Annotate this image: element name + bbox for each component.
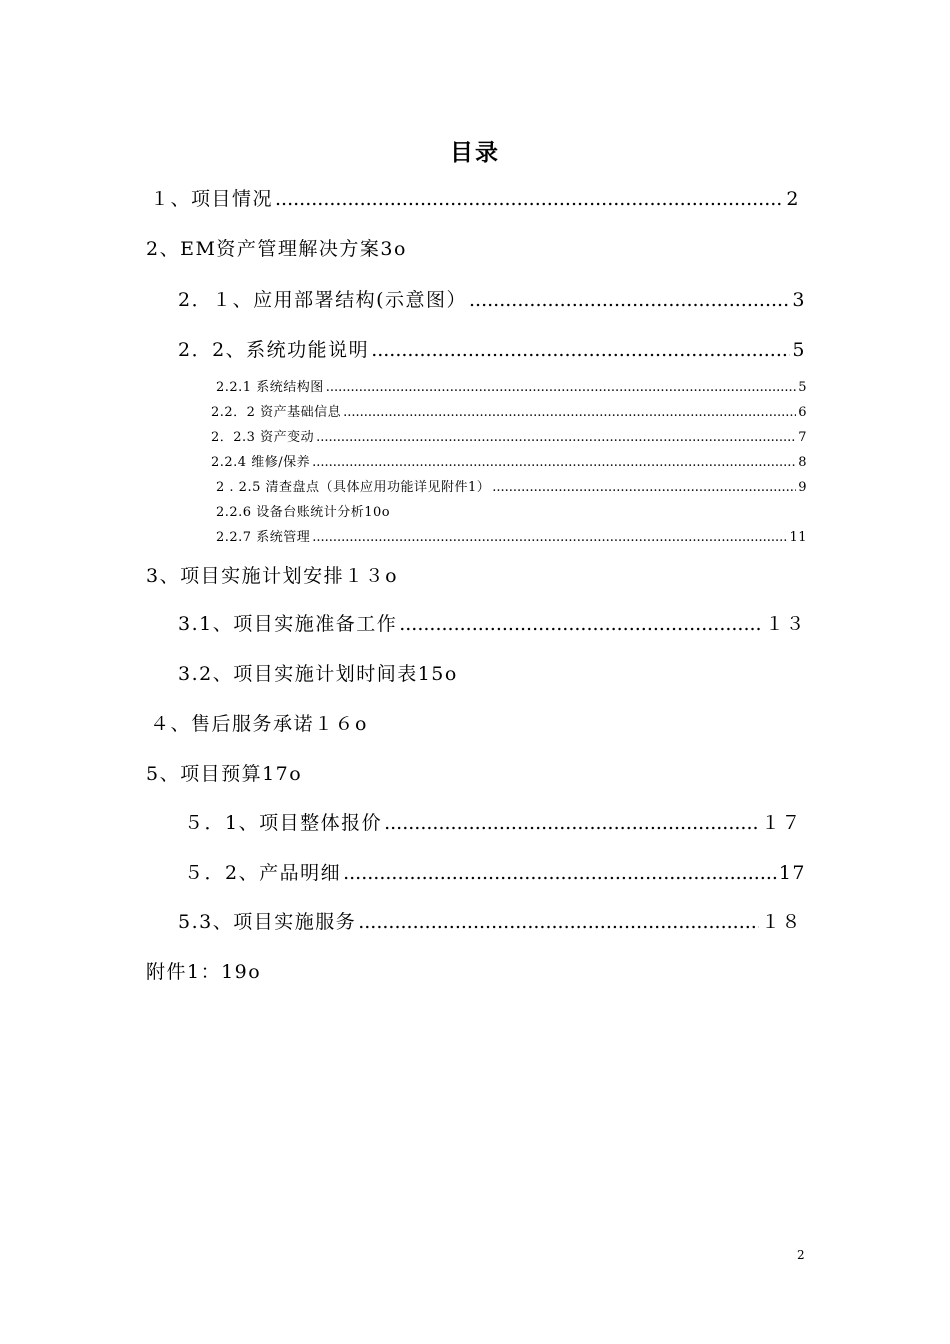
toc-title: 目录: [450, 140, 500, 166]
toc-entry-label: ４、售后服务承诺１６o: [150, 713, 368, 735]
toc-entry-label: 2.2．2 资产基础信息: [211, 405, 342, 420]
toc-entry-page: 3: [792, 289, 806, 311]
toc-entry[interactable]: [216, 501, 390, 520]
toc-entry-label: ５．2、产品明细: [184, 862, 342, 884]
leader-dots: [326, 380, 797, 395]
toc-entry[interactable]: [146, 561, 398, 588]
leader-dots: [358, 911, 759, 933]
toc-entry-label: 2.2.4 维修/保养: [211, 455, 311, 470]
leader-dots: [343, 405, 796, 420]
toc-entry-label: 2．１、应用部署结构(示意图）: [178, 289, 468, 311]
toc-entry[interactable]: [211, 426, 807, 445]
toc-entry[interactable]: [178, 285, 806, 312]
toc-entry-page: 5: [792, 339, 806, 361]
toc-entry[interactable]: [216, 376, 807, 395]
toc-entry[interactable]: [146, 759, 302, 786]
toc-entry-label: 5.3、项目实施服务: [178, 911, 357, 933]
toc-entry[interactable]: [150, 184, 800, 211]
toc-entry[interactable]: [216, 526, 807, 545]
toc-entry[interactable]: [150, 709, 368, 736]
toc-entry-page: 11: [789, 530, 807, 545]
toc-entry-label: 5、项目预算17o: [146, 763, 303, 785]
toc-entry-label: ５．1、项目整体报价: [184, 812, 383, 834]
toc-entry-label: 附件1：19o: [146, 961, 262, 983]
toc-entry-label: 2、EM资产管理解决方案3o: [146, 238, 407, 260]
leader-dots: [343, 862, 777, 884]
toc-entry-page: １３: [764, 613, 806, 635]
toc-entry-label: １、项目情况: [150, 188, 274, 210]
leader-dots: [399, 613, 763, 635]
toc-entry-page: 17: [778, 862, 806, 884]
toc-entry-label: 2．2、系统功能说明: [178, 339, 370, 361]
toc-entry-label: 3.2、项目实施计划时间表15o: [178, 663, 458, 685]
toc-entry-page: 2: [786, 188, 800, 210]
toc-entry[interactable]: [216, 476, 807, 495]
toc-entry[interactable]: [178, 907, 802, 934]
toc-entry-label: 2.2.7 系统管理: [216, 530, 311, 545]
toc-entry[interactable]: [178, 659, 458, 686]
toc-entry[interactable]: [146, 957, 261, 984]
toc-entry[interactable]: [211, 451, 807, 470]
toc-entry-label: 2 . 2.5 清查盘点（具体应用功能详见附件1）: [216, 480, 491, 495]
toc-entry-page: 5: [798, 380, 807, 395]
leader-dots: [316, 430, 796, 445]
toc-entry-page: 6: [798, 405, 807, 420]
toc-entry[interactable]: [184, 808, 802, 835]
toc-entry[interactable]: [178, 609, 806, 636]
toc-entry-page: 8: [798, 455, 807, 470]
leader-dots: [371, 339, 790, 361]
leader-dots: [492, 480, 796, 495]
leader-dots: [384, 812, 759, 834]
toc-entry-label: 2.2.6 设备台账统计分析10o: [216, 505, 391, 520]
leader-dots: [312, 530, 787, 545]
toc-entry-page: 7: [798, 430, 807, 445]
toc-entry[interactable]: [184, 858, 806, 885]
leader-dots: [469, 289, 790, 311]
toc-entry[interactable]: [211, 401, 807, 420]
leader-dots: [312, 455, 796, 470]
toc-entry-label: 2．2.3 资产变动: [211, 430, 315, 445]
page-number: 2: [797, 1248, 805, 1262]
toc-entry-page: １７: [760, 812, 802, 834]
leader-dots: [275, 188, 784, 210]
toc-entry[interactable]: [146, 234, 407, 261]
toc-entry-page: １８: [760, 911, 802, 933]
toc-entry-label: 2.2.1 系统结构图: [216, 380, 324, 395]
toc-entry-page: 9: [798, 480, 807, 495]
toc-entry-label: 3.1、项目实施准备工作: [178, 613, 398, 635]
toc-entry[interactable]: [178, 335, 806, 362]
toc-entry-label: 3、项目实施计划安排１３o: [146, 565, 399, 587]
